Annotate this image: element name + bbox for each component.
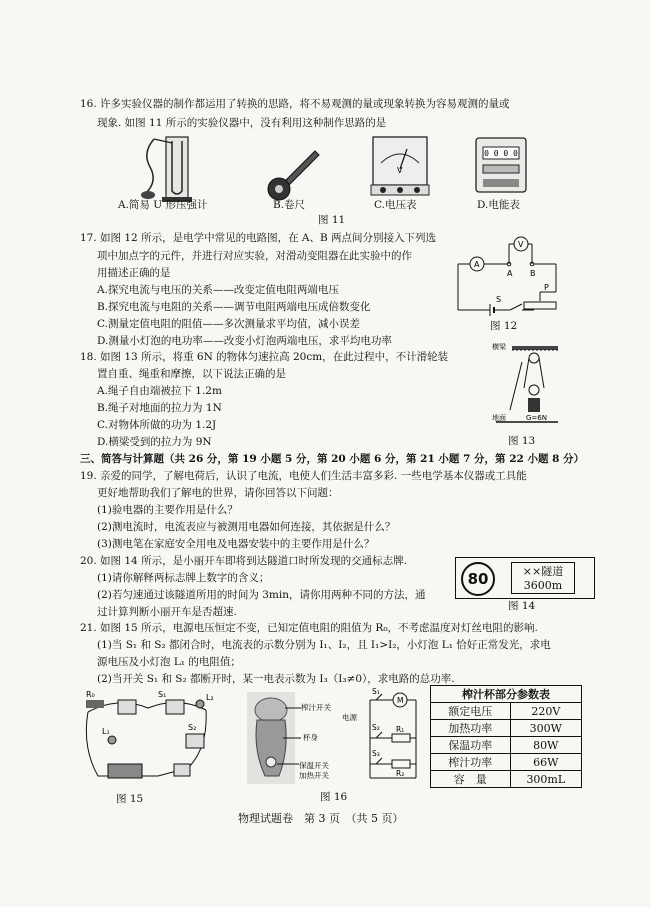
figure-16-caption: 图 16 [320,791,348,803]
tunnel-sign-length: 3600m [523,579,563,592]
q16-option-b: B.卷尺 [273,199,306,211]
table-row: 榨汁功率 66W [431,754,582,771]
figure-12-circuit [452,232,562,318]
juicer-params-table [430,685,582,788]
svg-text:加热开关: 加热开关 [299,771,329,780]
svg-text:R₀: R₀ [86,690,95,699]
q16-line2: 现象. 如图 11 所示的实验仪器中，没有利用这种制作思路的是 [97,117,387,129]
params-table-title: 榨汁杯部分参数表 [431,686,582,703]
svg-text:A: A [507,269,513,278]
svg-text:P: P [544,283,549,292]
q16-line1: 16. 许多实验仪器的制作都运用了转换的思路，将不易观测的量或现象转换为容易观测的量或 [80,98,510,110]
svg-text:G=6N: G=6N [526,414,547,422]
svg-text:榨汁开关: 榨汁开关 [301,703,331,712]
q18-option-b: B.绳子对地面的拉力为 1N [97,402,222,414]
q17-option-d: D.测量小灯泡的电功率——改变小灯泡两端电压，求平均电功率 [97,335,392,347]
tunnel-sign-name: ××隧道 [522,565,564,578]
figure-11-caption: 图 11 [318,214,346,226]
q18-option-d: D.横梁受到的拉力为 9N [97,436,212,448]
figure-14-signs [455,557,595,599]
q18-line2: 置自重、绳重和摩擦，以下说法正确的是 [97,368,286,380]
q20-sub1: (1)请你解释两标志牌上数字的含义； [97,572,270,584]
q17-option-c: C.测量定值电阻的阻值——多次测量求平均值，减小误差 [97,318,360,330]
q19-sub2: (2)测电流时，电流表应与被测用电器如何连接，其依据是什么？ [97,521,396,533]
q21-sub1: (1)当 S₁ 和 S₂ 都闭合时，电流表的示数分别为 I₁、I₂，且 I₁>I₂，小灯泡 L₁ 恰好正常发光，求电 [97,639,551,651]
svg-text:S₂: S₂ [372,723,380,732]
svg-text:R₂: R₂ [396,769,405,778]
svg-text:保温开关: 保温开关 [299,761,329,770]
figure-16-circuit [340,686,422,784]
q19-sub3: (3)测电笔在家庭安全用电及电器安装中的主要作用是什么？ [97,538,375,550]
tape-measure-image [263,145,321,205]
svg-text:B: B [530,269,536,278]
q17-option-b: B.探究电流与电阻的关系——调节电阻两端电压成倍数变化 [97,301,371,313]
figure-12-caption: 图 12 [490,320,518,332]
q21-sub2: (2)当开关 S₁ 和 S₂ 都断开时，某一电表示数为 I₃（I₃≠0），求电路的总功率. [97,673,455,685]
table-row: 加热功率 300W [431,720,582,737]
u-tube-manometer-image [140,133,200,205]
table-row: 额定电压 220V [431,703,582,720]
q20-sub2: (2)若匀速通过该隧道所用的时间为 3min，请你用两种不同的方法，通 [97,589,426,601]
svg-text:A: A [474,260,480,269]
q18-option-c: C.对物体所做的功为 1.2J [97,419,217,431]
q20-sub2-cont: 过计算判断小丽开车是否超速. [97,606,237,618]
speed-limit-sign: 80 [461,562,495,596]
q18-line1: 18. 如图 13 所示，将重 6N 的物体匀速拉高 20cm，在此过程中，不计滑轮装 [80,351,449,363]
section-3-heading: 三、简答与计算题（共 26 分，第 19 小题 5 分，第 20 小题 6 分，第 21 小题 7 分，第 22 小题 8 分） [80,453,585,465]
juicer-photo [243,690,348,790]
q19-sub1: (1)验电器的主要作用是什么？ [97,504,238,516]
figure-15-caption: 图 15 [116,793,144,805]
voltmeter-image [369,133,431,201]
page-footer: 物理试题卷 第 3 页 （共 5 页） [238,812,404,825]
figure-15-circuit [78,688,228,792]
q21-line1: 21. 如图 15 所示，电源电压恒定不变，已知定值电阻的阻值为 R₀，不考虑温度对灯丝电阻的影响. [80,622,538,634]
q19-line1: 19. 亲爱的同学，了解电荷后，认识了电流，电使人们生活丰富多彩. 一些电学基本仪器或工具能 [80,470,527,482]
q17-line3: 用描述正确的是 [97,267,171,279]
svg-text:V: V [397,166,403,175]
figure-13-pulley [492,340,562,432]
table-row: 容 量 300mL [431,771,582,788]
q17-option-a: A.探究电流与电压的关系——改变定值电阻两端电压 [97,284,339,296]
svg-text:横梁: 横梁 [492,343,506,351]
svg-text:地面: 地面 [492,414,506,422]
figure-13-caption: 图 13 [508,435,536,447]
q16-option-c: C.电压表 [374,199,417,211]
tunnel-sign [511,562,575,594]
q21-sub1-cont: 源电压及小灯泡 L₁ 的电阻值； [97,656,241,668]
svg-text:S₃: S₃ [372,749,380,758]
meter-display: 0 0 0 0 [484,149,518,158]
q16-option-d: D.电能表 [477,199,520,211]
svg-text:S₂: S₂ [188,723,197,732]
q19-line2: 更好地帮助我们了解电的世界，请你回答以下问题： [97,487,339,499]
svg-text:S₁: S₁ [158,690,167,699]
svg-text:S₁: S₁ [372,687,380,696]
svg-text:M: M [397,696,404,705]
q20-line1: 20. 如图 14 所示，是小丽开车即将到达隧道口时所发现的交通标志牌. [80,555,407,567]
energy-meter-image [473,135,529,195]
table-row: 保温功率 80W [431,737,582,754]
svg-text:杯身: 杯身 [303,733,318,742]
svg-text:电源: 电源 [342,713,357,722]
q16-option-a: A.简易 U 形压强计 [118,199,208,211]
figure-14-caption: 图 14 [508,600,536,612]
svg-text:V: V [518,240,524,249]
q17-line1: 17. 如图 12 所示，是电学中常见的电路图，在 A、B 两点间分别接入下列选 [80,232,437,244]
svg-text:S: S [496,295,502,304]
svg-text:R₁: R₁ [396,725,405,734]
svg-text:L₁: L₁ [102,727,110,736]
q17-line2: 项中加点字的元件，并进行对应实验，对滑动变阻器在此实验中的作 [97,250,412,262]
svg-text:L₂: L₂ [206,693,214,702]
q18-option-a: A.绳子自由端被拉下 1.2m [97,385,222,397]
